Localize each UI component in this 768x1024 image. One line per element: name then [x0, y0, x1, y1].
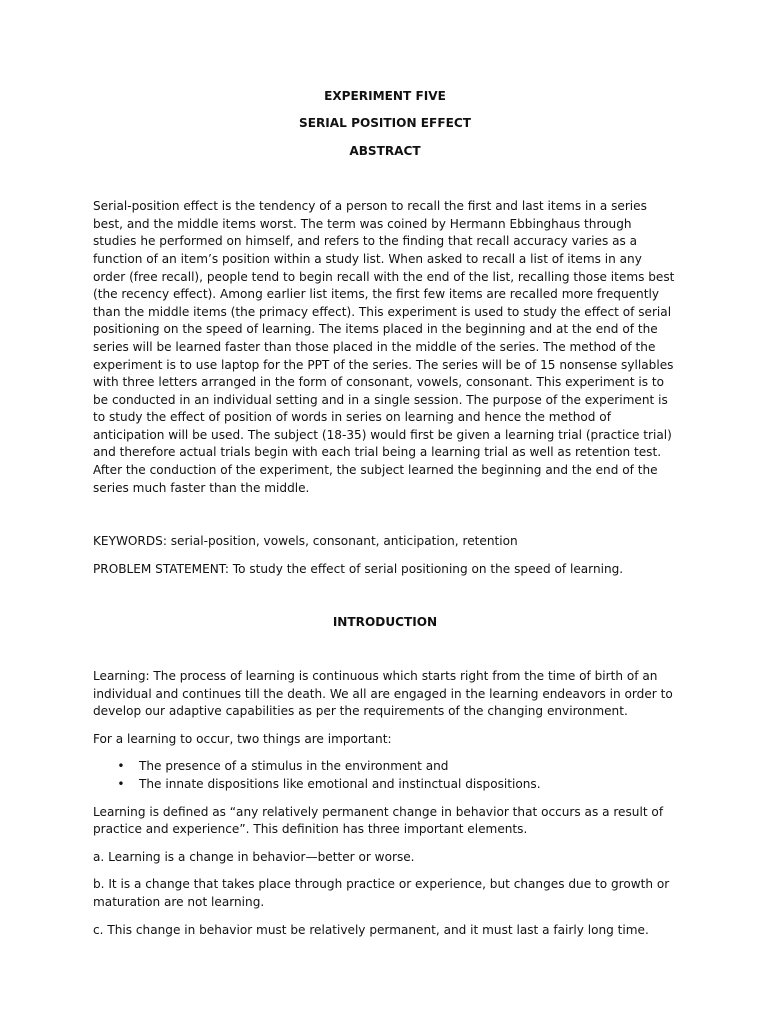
abstract-heading: ABSTRACT	[349, 143, 421, 158]
problem-statement: PROBLEM STATEMENT: To study the effect of serial positioning on the speed of learning.	[93, 561, 624, 576]
introduction-heading: INTRODUCTION	[332, 615, 438, 630]
list-item	[93, 758, 677, 776]
learning-paragraph: Learning: The process of learning is continuous which starts right from the time of birth of an individual and continues till the death. We all are engaged in the learning endeavors in order to develop our adaptive capabilities as per the requirements of the changing environment.	[93, 669, 673, 719]
point-b: b. It is a change that takes place through practice or experience, but changes due to growth or maturation are not learning.	[93, 877, 670, 909]
keywords-line: KEYWORDS: serial-position, vowels, consonant, anticipation, retention	[93, 534, 518, 549]
bullet-icon: •	[117, 777, 125, 792]
two-things-paragraph: For a learning to occur, two things are important:	[93, 731, 392, 746]
point-c: c. This change in behavior must be relatively permanent, and it must last a fairly long time.	[93, 922, 649, 937]
abstract-paragraph: Serial-position effect is the tendency of a person to recall the first and last items in a series best, and the middle items worst. The term was coined by Hermann Ebbinghaus through studies he performed on himself, and refers to the finding that recall accuracy varies as a function of an item’s position within a study list. When asked to recall a list of items in any order (free recall), people tend to begin recall with the end of the list, recalling those items best (the recency effect). Among earlier list items, the first few items are recalled more frequently than the middle items (the primacy effect). This experiment is used to study the effect of serial positioning on the speed of learning. The items placed in the beginning and at the end of the series will be learned faster than those placed in the middle of the series. The method of the experiment is to use laptop for the PPT of the series. The series will be of 15 nonsense syllables with three letters arranged in the form of consonant, vowels, consonant. This experiment is to be conducted in an individual setting and in a single session. The purpose of the experiment is to study the effect of position of words in series on learning and hence the method of anticipation will be used. The subject (18-35) would first be given a learning trial (practice trial) and therefore actual trials begin with each trial being a learning trial as well as retention test. After the conduction of the experiment, the subject learned the beginning and the end of the series much faster than the middle.	[93, 199, 675, 495]
document-body	[93, 88, 677, 949]
definition-paragraph: Learning is defined as “any relatively permanent change in behavior that occurs as a result of practice and experience”. This definition has three important elements.	[93, 804, 664, 837]
list-item-text: The innate dispositions like emotional and instinctual dispositions.	[139, 777, 541, 792]
experiment-title: EXPERIMENT FIVE	[324, 89, 446, 103]
list-item	[93, 776, 677, 794]
bullet-icon: •	[117, 759, 125, 774]
list-item-text: The presence of a stimulus in the environment and	[139, 759, 449, 774]
conditions-list	[93, 758, 677, 793]
point-a: a. Learning is a change in behavior—better or worse.	[93, 849, 415, 864]
topic-title: SERIAL POSITION EFFECT	[299, 116, 471, 131]
